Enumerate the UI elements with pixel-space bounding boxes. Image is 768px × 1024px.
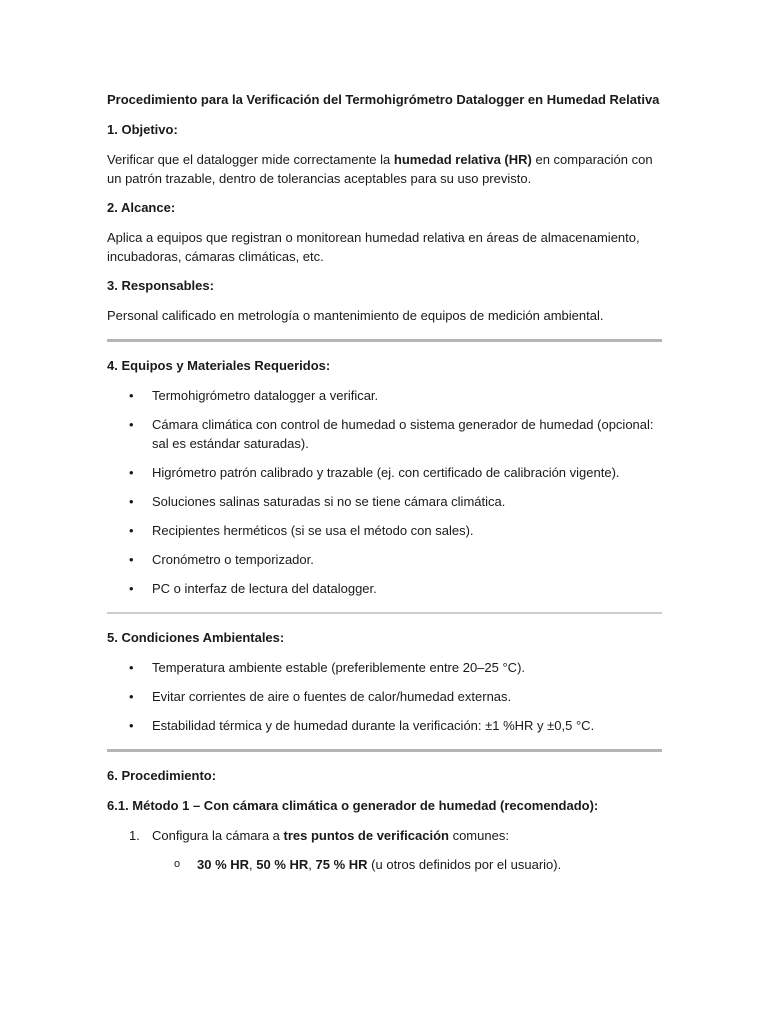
bullet-icon: •	[129, 718, 134, 733]
divider	[107, 612, 662, 614]
section-equipos-heading: 4. Equipos y Materiales Requeridos:	[107, 358, 331, 373]
bullet-icon: •	[129, 494, 134, 509]
section-objetivo-heading: 1. Objetivo:	[107, 122, 178, 137]
step-number: 1.	[129, 828, 140, 843]
bullet-icon: •	[129, 465, 134, 480]
list-item: • PC o interfaz de lectura del datalogger.	[129, 581, 377, 596]
condiciones-list	[107, 658, 662, 735]
section-alcance-text: Aplica a equipos que registran o monitorean humedad relativa en áreas de almacenamiento, incubadoras, cámaras climáticas, etc.	[107, 230, 640, 264]
bullet-icon: •	[129, 417, 134, 432]
list-item: • Termohigrómetro datalogger a verificar.	[129, 388, 379, 403]
list-item: • Cámara climática con control de humedad o sistema generador de humedad (opcional: sal es estándar saturadas).	[129, 417, 654, 451]
list-item: • Temperatura ambiente estable (preferiblemente entre 20–25 °C).	[129, 660, 526, 675]
section-responsables-heading: 3. Responsables:	[107, 278, 214, 293]
section-responsables-text: Personal calificado en metrología o mantenimiento de equipos de medición ambiental.	[107, 308, 604, 323]
bullet-icon: •	[129, 689, 134, 704]
list-item: • Evitar corrientes de aire o fuentes de calor/humedad externas.	[129, 689, 512, 704]
bullet-icon: •	[129, 660, 134, 675]
document-content	[107, 90, 662, 874]
list-item: • Higrómetro patrón calibrado y trazable (ej. con certificado de calibración vigente).	[129, 465, 620, 480]
section-condiciones-heading: 5. Condiciones Ambientales:	[107, 630, 285, 645]
sub-list-item: o 30 % HR, 50 % HR, 75 % HR (u otros definidos por el usuario).	[174, 857, 562, 872]
circle-bullet-icon: o	[174, 858, 181, 870]
divider	[107, 339, 662, 342]
section-alcance-heading: 2. Alcance:	[107, 200, 176, 215]
bullet-icon: •	[129, 523, 134, 538]
method1-heading: 6.1. Método 1 – Con cámara climática o generador de humedad (recomendado):	[107, 798, 599, 813]
document-title: Procedimiento para la Verificación del Termohigrómetro Datalogger en Humedad Relativa	[107, 92, 660, 107]
list-item: • Soluciones salinas saturadas si no se tiene cámara climática.	[129, 494, 506, 509]
procedure-steps	[107, 826, 662, 845]
list-item: • Estabilidad térmica y de humedad durante la verificación: ±1 %HR y ±0,5 °C.	[129, 718, 595, 733]
verification-points-list	[107, 855, 662, 874]
divider	[107, 749, 662, 752]
section-objetivo-text: Verificar que el datalogger mide correctamente la humedad relativa (HR) en comparación con un patrón trazable, dentro de tolerancias aceptables para su uso previsto.	[107, 152, 653, 186]
bullet-icon: •	[129, 581, 134, 596]
equipos-list	[107, 386, 662, 598]
bullet-icon: •	[129, 552, 134, 567]
section-procedimiento-heading: 6. Procedimiento:	[107, 768, 217, 783]
list-item: • Recipientes herméticos (si se usa el método con sales).	[129, 523, 474, 538]
list-item: • Cronómetro o temporizador.	[129, 552, 314, 567]
bullet-icon: •	[129, 388, 134, 403]
step-item: 1. Configura la cámara a tres puntos de verificación comunes:	[129, 828, 509, 843]
